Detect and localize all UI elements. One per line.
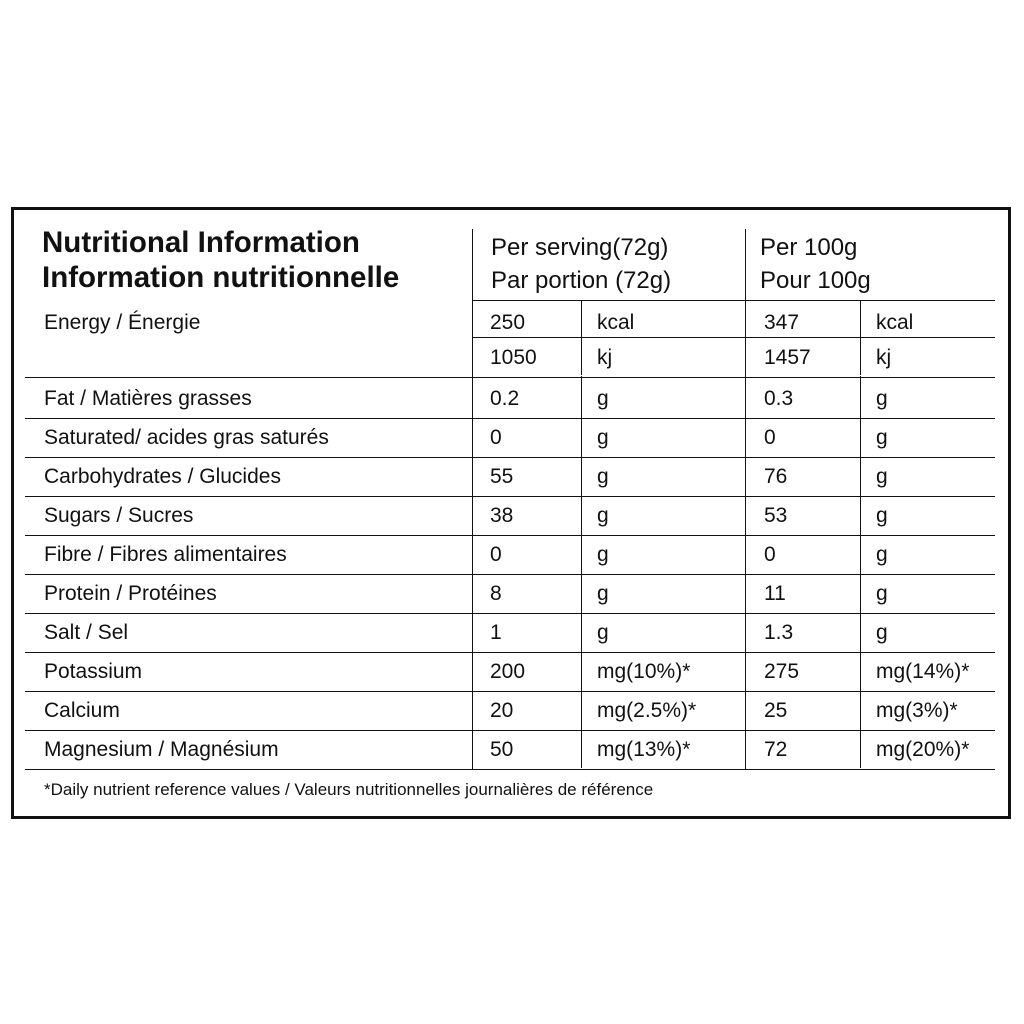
row-name: Protein / Protéines: [44, 582, 217, 605]
row-per100-unit: g: [876, 582, 888, 605]
unit-column-divider: [860, 300, 861, 338]
row-serving-value: 1050: [490, 346, 537, 369]
unit-column-divider: [860, 688, 861, 729]
row-serving-unit: mg(2.5%)*: [597, 699, 697, 722]
row-separator: [25, 574, 995, 575]
nutrition-label: [11, 207, 1011, 819]
row-serving-unit: g: [597, 426, 609, 449]
unit-column-divider: [860, 610, 861, 651]
row-name: Carbohydrates / Glucides: [44, 465, 281, 488]
row-separator: [25, 613, 995, 614]
unit-column-divider: [860, 727, 861, 768]
row-serving-unit: mg(10%)*: [597, 660, 691, 683]
row-separator: [25, 769, 995, 770]
row-separator: [25, 418, 995, 419]
row-per100-value: 347: [764, 311, 800, 334]
row-name: Salt / Sel: [44, 621, 129, 644]
row-per100-unit: g: [876, 543, 888, 566]
divider-per-100g: [745, 229, 746, 769]
row-name: Energy / Énergie: [44, 311, 201, 334]
row-serving-value: 50: [490, 738, 514, 761]
unit-column-divider: [860, 571, 861, 612]
row-serving-value: 1: [490, 621, 502, 644]
row-per100-value: 72: [764, 738, 788, 761]
row-per100-unit: mg(20%)*: [876, 738, 970, 761]
row-serving-value: 8: [490, 582, 502, 605]
row-separator: [25, 730, 995, 731]
row-per100-value: 1.3: [764, 621, 794, 644]
row-per100-value: 76: [764, 465, 788, 488]
unit-column-divider: [860, 334, 861, 375]
row-separator: [25, 535, 995, 536]
unit-column-divider: [860, 415, 861, 456]
row-serving-unit: kcal: [597, 311, 635, 334]
row-separator: [25, 457, 995, 458]
unit-column-divider: [581, 571, 582, 612]
row-serving-unit: g: [597, 465, 609, 488]
row-serving-value: 0: [490, 426, 502, 449]
per-serving-header-french: Par portion (72g): [491, 267, 672, 294]
unit-column-divider: [860, 532, 861, 573]
row-separator: [25, 377, 995, 378]
row-separator: [25, 691, 995, 692]
unit-column-divider: [581, 610, 582, 651]
divider-per-serving: [472, 229, 473, 769]
row-per100-unit: g: [876, 621, 888, 644]
unit-column-divider: [581, 454, 582, 495]
per-100g-header-english: Per 100g: [760, 234, 858, 261]
row-separator: [473, 337, 995, 338]
row-serving-value: 0.2: [490, 387, 520, 410]
unit-column-divider: [581, 415, 582, 456]
row-per100-unit: mg(14%)*: [876, 660, 970, 683]
row-name: Magnesium / Magnésium: [44, 738, 279, 761]
row-serving-value: 0: [490, 543, 502, 566]
row-serving-value: 55: [490, 465, 514, 488]
row-per100-value: 11: [764, 582, 786, 605]
row-per100-unit: mg(3%)*: [876, 699, 958, 722]
row-separator: [25, 496, 995, 497]
unit-column-divider: [581, 376, 582, 417]
per-100g-header-french: Pour 100g: [760, 267, 871, 294]
unit-column-divider: [581, 532, 582, 573]
row-serving-unit: g: [597, 504, 609, 527]
title-english: Nutritional Information: [42, 226, 360, 259]
row-per100-unit: g: [876, 465, 888, 488]
row-per100-value: 0.3: [764, 387, 794, 410]
row-serving-unit: g: [597, 582, 609, 605]
row-serving-value: 250: [490, 311, 526, 334]
row-serving-unit: g: [597, 621, 609, 644]
unit-column-divider: [581, 688, 582, 729]
header-separator: [473, 300, 995, 301]
unit-column-divider: [581, 727, 582, 768]
unit-column-divider: [581, 300, 582, 338]
row-per100-unit: g: [876, 426, 888, 449]
row-serving-unit: g: [597, 543, 609, 566]
row-separator: [25, 652, 995, 653]
row-serving-unit: mg(13%)*: [597, 738, 691, 761]
unit-column-divider: [860, 454, 861, 495]
row-per100-value: 0: [764, 426, 776, 449]
unit-column-divider: [860, 493, 861, 534]
row-name: Fibre / Fibres alimentaires: [44, 543, 287, 566]
row-serving-value: 200: [490, 660, 526, 683]
footnote: *Daily nutrient reference values / Valeurs nutritionnelles journalières de référence: [44, 780, 654, 799]
unit-column-divider: [860, 376, 861, 417]
row-name: Potassium: [44, 660, 143, 683]
row-name: Sugars / Sucres: [44, 504, 194, 527]
row-name: Saturated/ acides gras saturés: [44, 426, 329, 449]
row-serving-unit: g: [597, 387, 609, 410]
row-per100-value: 1457: [764, 346, 811, 369]
row-per100-unit: g: [876, 504, 888, 527]
unit-column-divider: [581, 493, 582, 534]
row-serving-value: 38: [490, 504, 514, 527]
row-per100-value: 0: [764, 543, 776, 566]
row-per100-value: 275: [764, 660, 800, 683]
per-serving-header-english: Per serving(72g): [491, 234, 669, 261]
row-serving-unit: kj: [597, 346, 613, 369]
unit-column-divider: [581, 334, 582, 375]
row-name: Fat / Matières grasses: [44, 387, 252, 410]
row-per100-unit: kj: [876, 346, 892, 369]
row-per100-unit: g: [876, 387, 888, 410]
row-per100-value: 25: [764, 699, 788, 722]
unit-column-divider: [860, 649, 861, 690]
row-serving-value: 20: [490, 699, 514, 722]
row-name: Calcium: [44, 699, 120, 722]
row-per100-unit: kcal: [876, 311, 914, 334]
row-per100-value: 53: [764, 504, 788, 527]
unit-column-divider: [581, 649, 582, 690]
title-french: Information nutritionnelle: [42, 261, 400, 294]
